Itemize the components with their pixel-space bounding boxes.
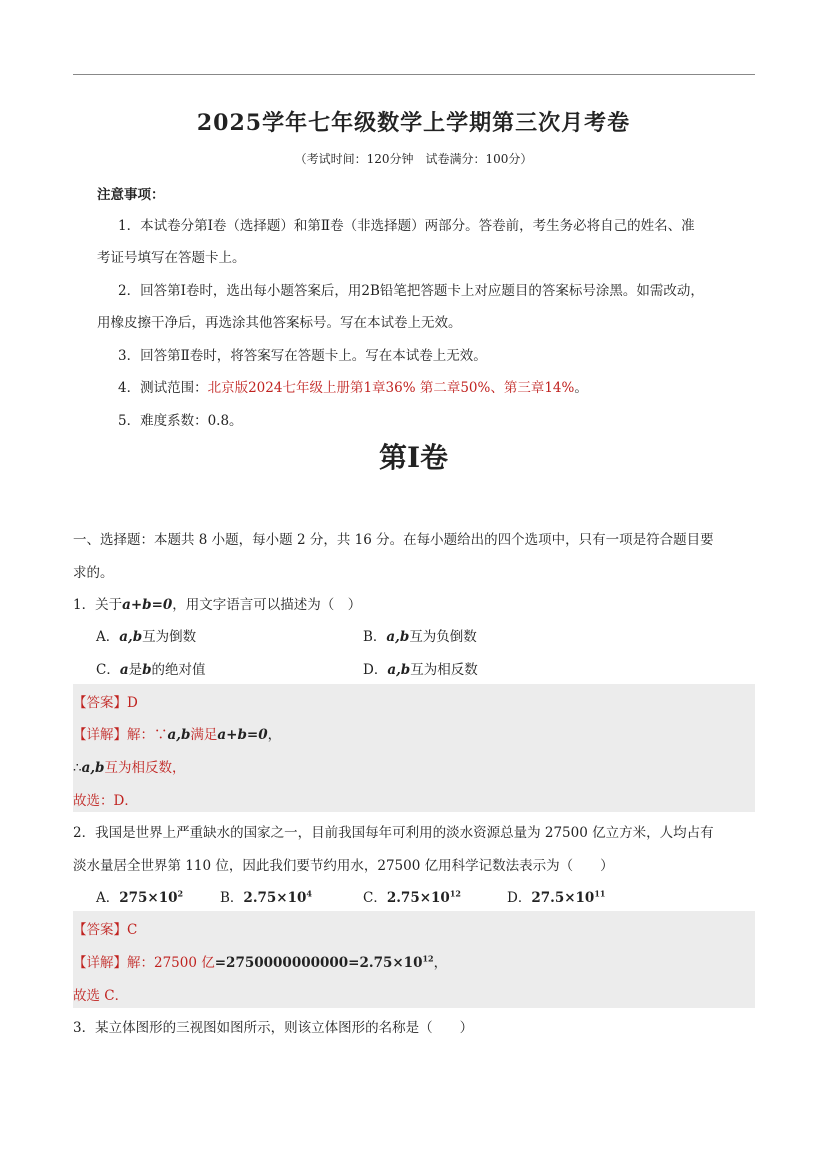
q2-option-c: C．$2.75\times 10^{12}$ [363, 888, 461, 906]
test-scope: 北京版2024七年级上册第1章36% 第二章50%、第三章14% [207, 380, 575, 396]
notice-item-4-end: 。 [574, 380, 588, 396]
q1-answer-box [73, 684, 755, 812]
q2-stem-line2: 淡水量居全世界第 110 位，因此我们要节约用水，27500 亿用科学记数法表示为（ ） [73, 858, 614, 874]
notice-item-4 [118, 376, 588, 396]
notice-heading: 注意事项： [97, 187, 165, 203]
notice-item-3: 3．回答第Ⅱ卷时，将答案写在答题卡上。写在本试卷上无效。 [118, 348, 487, 364]
page-title: 2025学年七年级数学上学期第三次月考卷 [196, 110, 631, 136]
q2-option-b: B．$2.75\times 10^4$ [220, 888, 312, 906]
notice-item-2b: 用橡皮擦干净后，再选涂其他答案标号。写在本试卷上无效。 [97, 315, 462, 331]
notice-item-4-label: 4．测试范围： [118, 380, 208, 396]
q2-stem-line1: 2．我国是世界上严重缺水的国家之一，目前我国每年可利用的淡水资源总量为 27500 亿立方米，人均占有 [73, 825, 714, 841]
q2-conclusion: 故选 C． [73, 988, 129, 1004]
q1-detail: 【详解】解：∵a,b满足a+b=0， [73, 727, 282, 743]
q1-option-c: C．a是b的绝对值 [96, 662, 206, 678]
q2-option-d: D．$27.5\times 10^{11}$ [507, 888, 606, 906]
section1-line2: 求的。 [73, 565, 114, 581]
q1-formula: a+b=0 [122, 597, 173, 613]
q1-conclusion: 故选：D． [73, 793, 138, 809]
notice-item-1b: 考证号填写在答题卡上。 [97, 250, 246, 266]
q1-answer: 【答案】D [73, 695, 138, 711]
q1-detail-line2: ∴a,b互为相反数， [73, 760, 186, 776]
q3-stem: 3．某立体图形的三视图如图所示，则该立体图形的名称是（ ） [73, 1020, 474, 1036]
section1-line1: 一、选择题：本题共 8 小题，每小题 2 分，共 16 分。在每小题给出的四个选项中，只有一项是符合题目要 [73, 532, 714, 548]
notice-item-1a: 1．本试卷分第Ⅰ卷（选择题）和第Ⅱ卷（非选择题）两部分。答卷前，考生务必将自己的姓名、准 [118, 218, 695, 234]
notice-item-2a: 2．回答第Ⅰ卷时，选出每小题答案后，用2B铅笔把答题卡上对应题目的答案标号涂黑。如需改动， [118, 283, 704, 299]
q1-option-d: D．a,b互为相反数 [363, 662, 478, 678]
header-rule [73, 74, 755, 75]
notice-item-5: 5．难度系数：0.8。 [118, 413, 243, 429]
q2-option-a: A．$275\times 10^2$ [96, 888, 184, 906]
q1-stem: 1．关于a+b=0，用文字语言可以描述为（ ） [73, 597, 362, 613]
q1-option-b: B．a,b互为负倒数 [363, 629, 477, 645]
q2-answer: 【答案】C [73, 922, 138, 938]
exam-info: （考试时间：120分钟 试卷满分：100分） [294, 152, 533, 166]
q1-option-a: A．a,b互为倒数 [96, 629, 197, 645]
q2-detail: 【详解】解：27500 亿$=2750000000000=2.75\times 10^{12}$， [73, 953, 448, 971]
volume-title: 第Ⅰ卷 [378, 441, 449, 474]
